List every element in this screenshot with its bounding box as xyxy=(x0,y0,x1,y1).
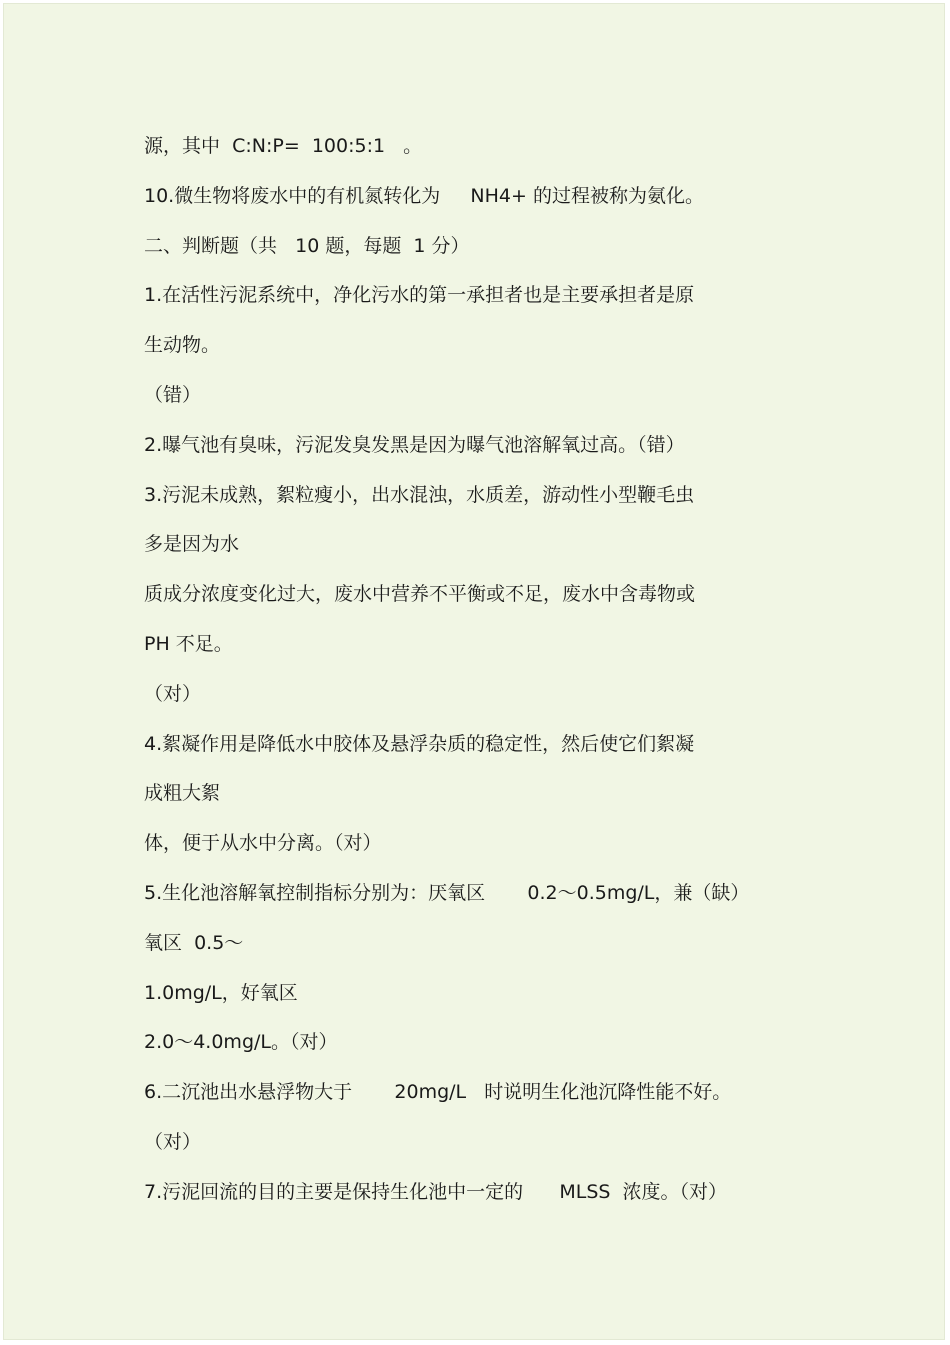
question-7: 7.污泥回流的目的主要是保持生化池中一定的 MLSS 浓度。（对） xyxy=(144,1180,728,1203)
document-body xyxy=(144,122,824,1218)
answer-3: （对） xyxy=(144,682,202,705)
text-line: 1.0mg/L，好氧区 xyxy=(144,981,298,1004)
text-line: 10.微生物将废水中的有机氮转化为 NH4+ 的过程被称为氨化。 xyxy=(144,184,704,207)
text-line: 源，其中 C:N:P= 100:5:1 。 xyxy=(144,135,423,157)
question-2: 2.曝气池有臭味，污泥发臭发黑是因为曝气池溶解氧过高。（错） xyxy=(144,433,685,456)
question-5: 5.生化池溶解氧控制指标分别为：厌氧区 0.2～0.5mg/L，兼（缺） xyxy=(144,881,750,904)
section-heading: 二、判断题（共 10 题，每题 1 分） xyxy=(144,234,470,257)
question-6: 6.二沉池出水悬浮物大于 20mg/L 时说明生化池沉降性能不好。 xyxy=(144,1081,732,1104)
text-line: PH 不足。 xyxy=(144,632,233,655)
text-line: 生动物。 xyxy=(144,334,221,357)
text-line: 质成分浓度变化过大，废水中营养不平衡或不足，废水中含毒物或 xyxy=(144,583,696,606)
text-line: 体，便于从水中分离。（对） xyxy=(144,832,382,855)
question-4: 4.絮凝作用是降低水中胶体及悬浮杂质的稳定性，然后使它们絮凝 xyxy=(144,732,695,755)
text-line: 2.0～4.0mg/L。（对） xyxy=(144,1031,338,1054)
question-3: 3.污泥未成熟，絮粒瘦小，出水混浊，水质差，游动性小型鞭毛虫 xyxy=(144,483,695,506)
text-line: 多是因为水 xyxy=(144,533,240,556)
answer-1: （错） xyxy=(144,383,202,406)
document-page xyxy=(3,3,945,1340)
question-1: 1.在活性污泥系统中，净化污水的第一承担者也是主要承担者是原 xyxy=(144,284,695,307)
text-line: 氧区 0.5～ xyxy=(144,931,244,954)
text-line: 成粗大絮 xyxy=(144,782,221,805)
answer-6: （对） xyxy=(144,1130,202,1153)
